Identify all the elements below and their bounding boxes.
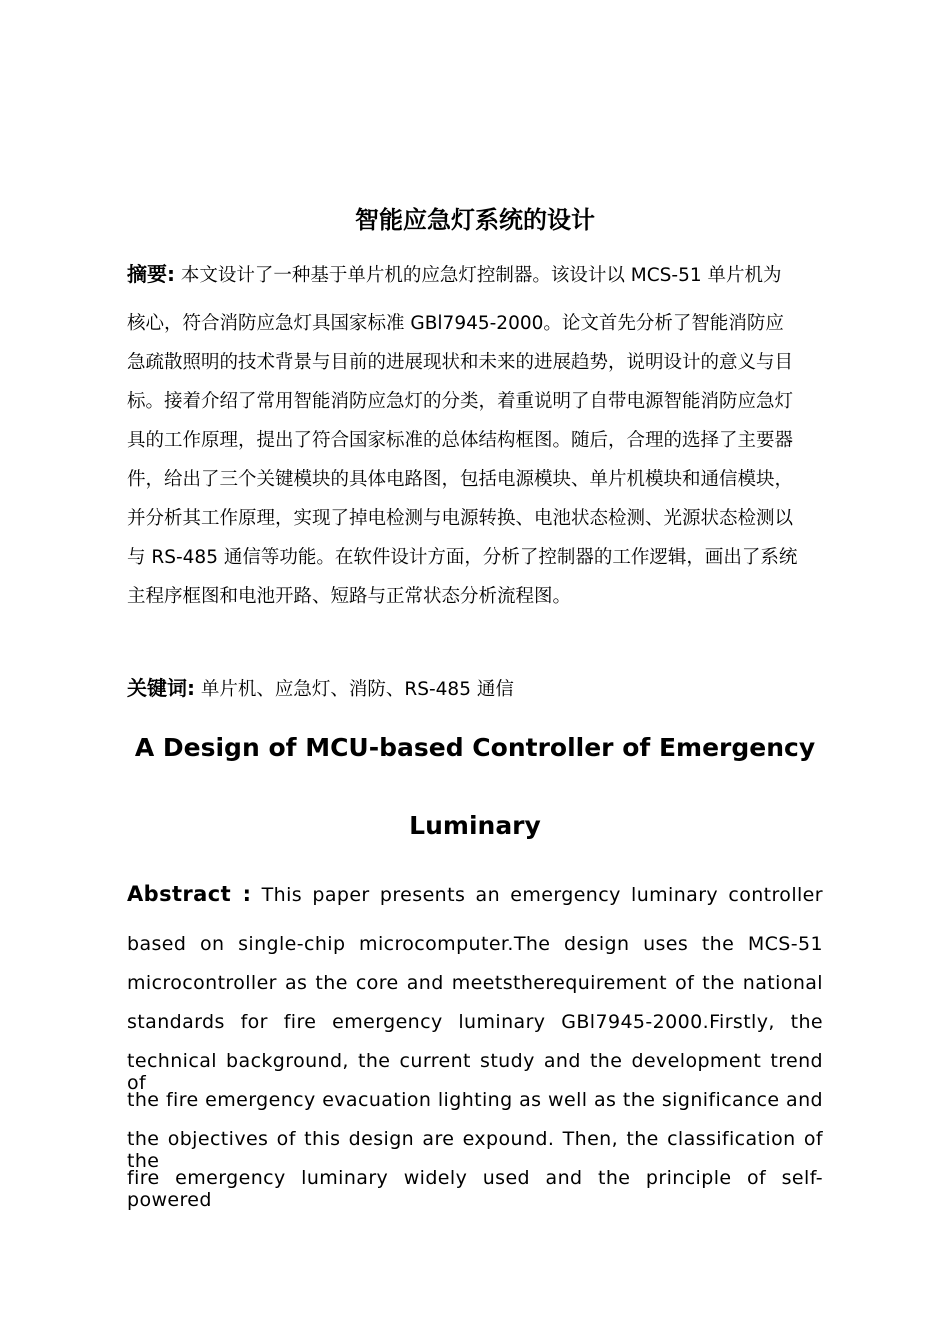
cn-keywords-text: 单片机、应急灯、消防、RS-485 通信 — [200, 679, 514, 700]
cn-abstract-line: 急疏散照明的技术背景与目前的进展现状和未来的进展趋势，说明设计的意义与目 — [127, 352, 794, 373]
en-abstract-line: microcontroller as the core and meetstherequirement of the national — [127, 972, 823, 994]
en-abstract-line: based on single-chip microcomputer.The design uses the MCS-51 — [127, 933, 823, 955]
cn-abstract-line: 核心，符合消防应急灯具国家标准 GBl7945-2000。论文首先分析了智能消防应 — [127, 313, 784, 334]
en-abstract-line: technical background, the current study and the development trend of — [127, 1050, 823, 1094]
en-abstract-label: Abstract : — [127, 882, 252, 906]
cn-keywords — [127, 672, 823, 701]
chinese-title: 智能应急灯系统的设计 — [355, 206, 595, 234]
english-title-line2: Luminary — [409, 811, 541, 840]
cn-abstract-line: 与 RS-485 通信等功能。在软件设计方面，分析了控制器的工作逻辑，画出了系统 — [127, 547, 798, 568]
english-title-line1: A Design of MCU-based Controller of Emergency — [134, 733, 816, 762]
en-abstract-line: the fire emergency evacuation lighting as well as the significance and — [127, 1089, 823, 1111]
cn-abstract-line: 件，给出了三个关键模块的具体电路图，包括电源模块、单片机模块和通信模块， — [127, 469, 794, 490]
cn-abstract-line: 主程序框图和电池开路、短路与正常状态分析流程图。 — [127, 586, 572, 607]
en-abstract-line: standards for fire emergency luminary GBl7945-2000.Firstly, the — [127, 1011, 823, 1033]
cn-keywords-label: 关键词: — [127, 676, 195, 700]
cn-abstract-line: 并分析其工作原理，实现了掉电检测与电源转换、电池状态检测、光源状态检测以 — [127, 508, 794, 529]
cn-abstract-text: 本文设计了一种基于单片机的应急灯控制器。该设计以 MCS-51 单片机为 — [180, 265, 782, 286]
en-abstract-line — [127, 882, 823, 910]
en-abstract-text: This paper presents an emergency luminary controller — [261, 884, 823, 906]
cn-abstract-line: 具的工作原理，提出了符合国家标准的总体结构框图。随后，合理的选择了主要器 — [127, 430, 794, 451]
en-abstract-line: fire emergency luminary widely used and the principle of self-powered — [127, 1167, 823, 1211]
cn-abstract-line: 标。接着介绍了常用智能消防应急灯的分类，着重说明了自带电源智能消防应急灯 — [127, 391, 794, 412]
cn-abstract-label: 摘要: — [127, 262, 175, 286]
cn-abstract-line — [127, 258, 823, 287]
en-abstract-line: the objectives of this design are expound. Then, the classification of the — [127, 1128, 823, 1172]
